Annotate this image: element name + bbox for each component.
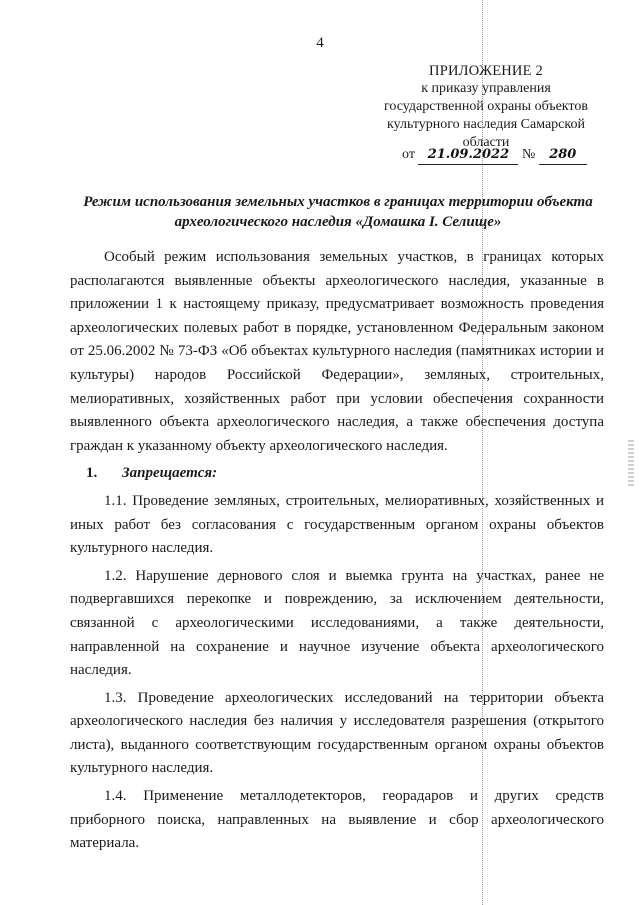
item-text: Применение металлодетекторов, георадаров и других средств приборного поиска, направленных на выявление и сбор археологического материала. [70,788,605,852]
appendix-line: государственной охраны объектов [384,99,588,114]
intro-paragraph: Особый режим использования земельных участков, в границах которых располагаются выявленные объекты археологического наследия, указанные в приложении 1 к настоящему приказу, предусматривает возможность проведения археологических полевых работ в порядке, установленном Федеральным законом от 25.06.2002 № 73-ФЗ «Об объектах культурного наследия (памятниках истории и культуры) народов Российской Федерации», земляных, строительных, мелиоративных, хозяйственных работ при условии обеспечения сохранности выявленного объекта археологического наследия, а также обеспечения доступа граждан к указанному объекту археологического наследия. [70,249,604,454]
section-heading [70,462,604,486]
item-number: 1.1. [104,492,127,509]
item-number: 1.4. [104,788,127,805]
appendix-line: культурного наследия Самарской [387,117,585,132]
list-item [70,490,604,561]
item-number: 1.2. [104,567,127,584]
section-title: Запрещается: [122,465,218,482]
appendix-heading: ПРИЛОЖЕНИЕ 2 [429,63,543,79]
number-prefix: № [521,147,536,162]
list-item [70,785,604,856]
appendix-line: области [462,135,510,150]
document-title: Режим использования земельных участков в границах территории объекта археологического наследия «Домашка I. Селище» [83,194,593,230]
order-date-number [402,146,602,165]
scan-edge-mark [628,440,634,486]
item-text: Проведение археологических исследований на территории объекта археологического наследия без наличия у исследователя разрешения (открытого листа), выданного соответствующим государственным органом охраны объектов культурного наследия. [70,689,604,777]
handwritten-date: 21.09.2022 [418,146,518,165]
appendix-block [370,62,602,152]
document-body [70,246,604,860]
item-text: Проведение земляных, строительных, мелиоративных, хозяйственных и иных работ без согласования с государственным органом охраны объектов культурного наследия. [70,492,604,557]
item-number: 1.3. [104,689,127,706]
date-prefix: от [402,147,415,162]
handwritten-number: 280 [539,146,587,165]
list-item [70,687,604,781]
section-number: 1. [86,465,98,482]
list-item [70,565,604,683]
item-text: Нарушение дернового слоя и выемка грунта на участках, ранее не подвергавшихся перекопке и повреждению, за исключением деятельности, связанной с археологическими исследованиями, а также деятельности, направленной на сохранение и научное изучение объекта археологического наследия. [70,567,605,679]
page-number: 4 [316,35,324,51]
appendix-line: к приказу управления [421,81,551,96]
